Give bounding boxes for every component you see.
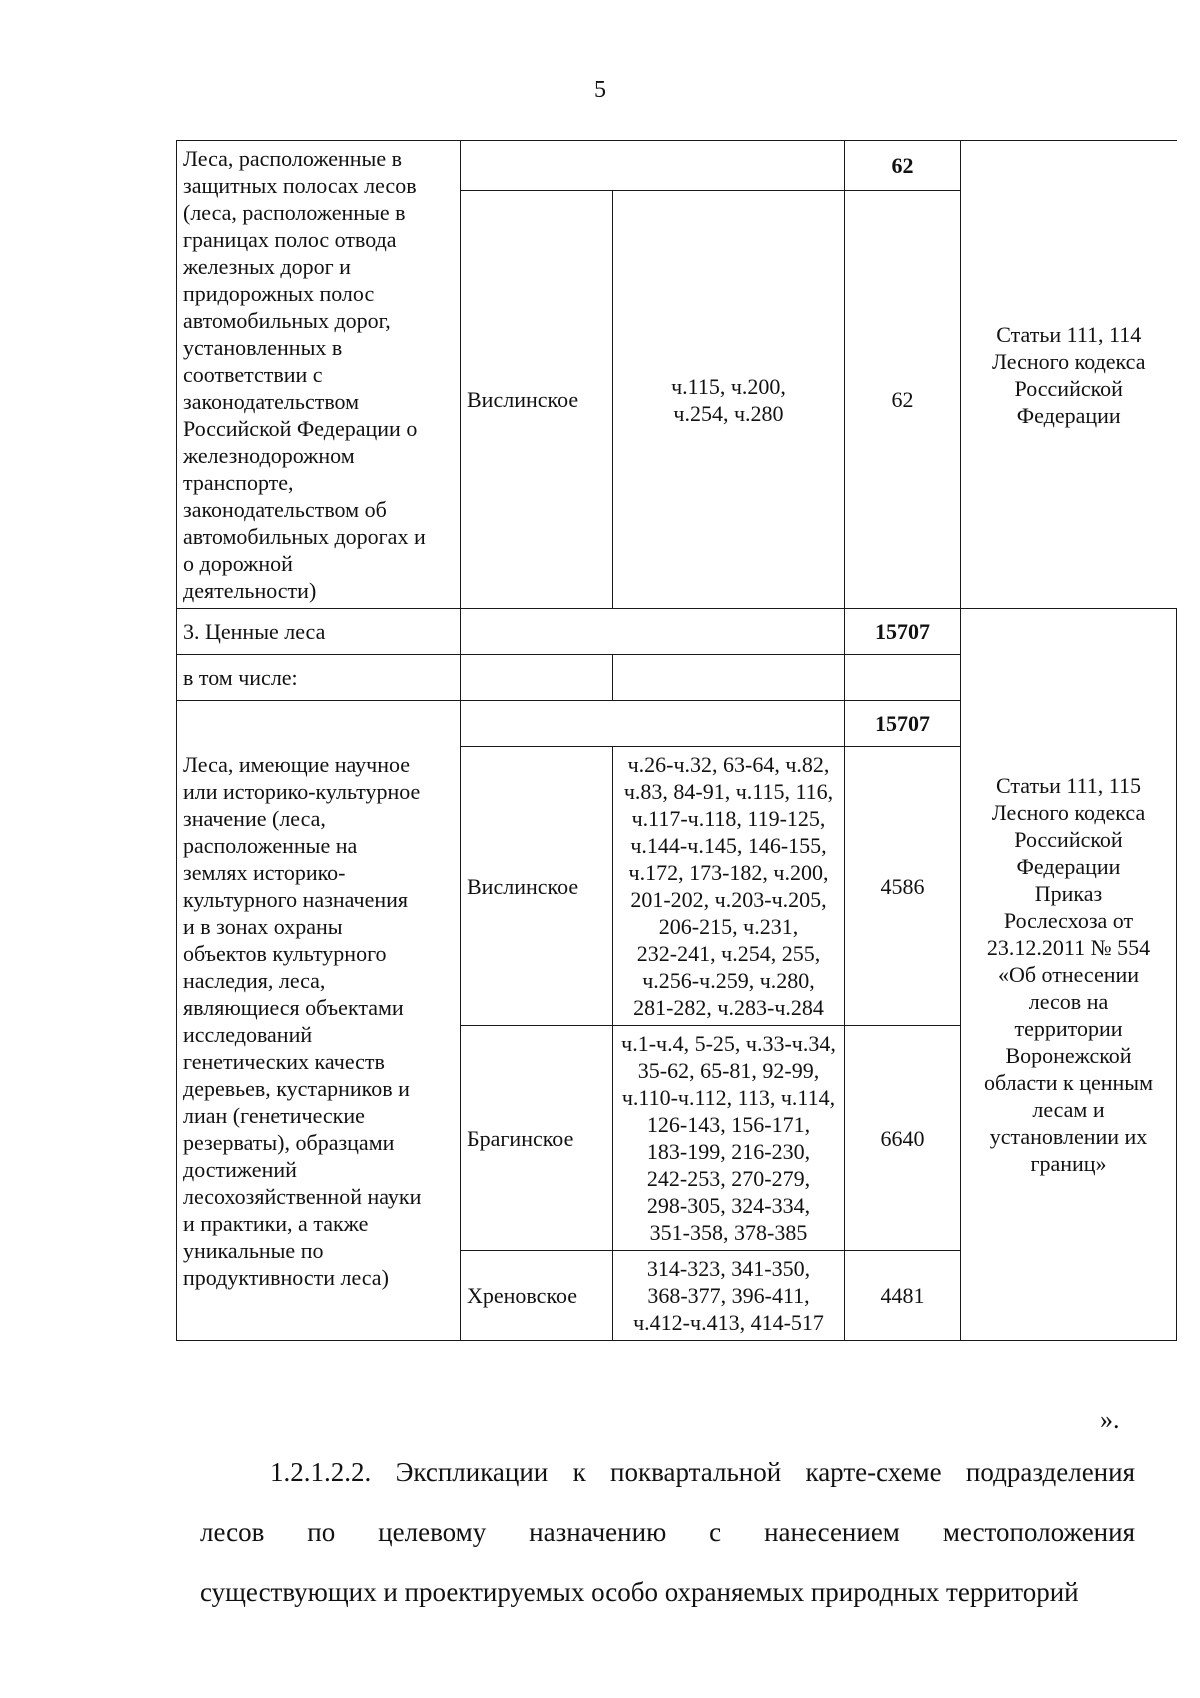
- text-line: 201-202, ч.203-ч.205,: [630, 887, 827, 912]
- text-line: наследия, леса,: [183, 967, 326, 993]
- quarters-cell: [613, 1251, 845, 1341]
- category-cell: [177, 655, 461, 701]
- category-cell: [177, 609, 461, 655]
- forestry-name-cell: Вислинское: [461, 191, 613, 609]
- text-line: расположенные на: [183, 832, 358, 858]
- text-line: о дорожной: [183, 551, 293, 576]
- text-line: транспорте,: [183, 470, 294, 495]
- text-line: 126-143, 156-171,: [646, 1112, 811, 1137]
- empty-cell: [461, 701, 845, 747]
- text-line: генетических качеств: [183, 1048, 385, 1074]
- text-line: лесов на: [1028, 989, 1109, 1014]
- text-line: значение (леса,: [183, 805, 326, 831]
- text-line: 35-62, 65-81, 92-99,: [637, 1058, 820, 1083]
- text-line: установленных в: [183, 335, 343, 360]
- text-line: ч.26-ч.32, 63-64, ч.82,: [627, 752, 830, 777]
- text-line: границах полос отвода: [183, 227, 397, 252]
- area-cell: 4586: [845, 747, 961, 1026]
- text-line: 183-199, 216-230,: [646, 1139, 811, 1164]
- text-line: объектов культурного: [183, 940, 387, 966]
- text-line: территории: [1014, 1016, 1123, 1041]
- text-line: ч.115, ч.200,: [671, 373, 786, 399]
- text-line: 298-305, 324-334,: [646, 1193, 811, 1218]
- empty-cell: [461, 655, 613, 701]
- text-line: защитных полосах лесов: [183, 173, 417, 198]
- quarters-cell: [613, 1026, 845, 1251]
- text-line: границ»: [1030, 1151, 1107, 1176]
- text-line: резерваты), образцами: [183, 1129, 395, 1155]
- empty-cell: [461, 141, 845, 191]
- text-line: ч.256-ч.259, ч.280,: [642, 968, 815, 993]
- text-line: и практики, а также: [183, 1210, 369, 1236]
- forestry-name-cell: Вислинское: [461, 747, 613, 1026]
- forestry-name-cell: Брагинское: [461, 1026, 613, 1251]
- text-line: 314-323, 341-350,: [646, 1256, 811, 1281]
- area-cell: 4481: [845, 1251, 961, 1341]
- text-line: 206-215, ч.231,: [658, 914, 799, 939]
- quarters-cell: [613, 191, 845, 609]
- text-line: в том числе:: [183, 665, 298, 690]
- text-line: и в зонах охраны: [183, 913, 343, 939]
- text-line: (леса, расположенные в: [183, 200, 406, 225]
- text-line: Статьи 111, 115: [996, 773, 1141, 798]
- empty-cell: [845, 655, 961, 701]
- table-row: [177, 141, 1177, 191]
- text-line: придорожных полос: [183, 281, 375, 306]
- text-line: ч.172, 173-182, ч.200,: [628, 860, 829, 885]
- text-line: Леса, расположенные в: [183, 146, 402, 171]
- text-line: 23.12.2011 № 554: [986, 935, 1151, 960]
- text-line: Приказ: [1034, 881, 1103, 906]
- text-line: Российской: [1014, 827, 1123, 852]
- text-line: Рослесхоза от: [1003, 908, 1134, 933]
- text-line: Российской: [1014, 375, 1123, 401]
- text-line: Леса, имеющие научное: [183, 751, 411, 777]
- text-line: лесам и: [1032, 1097, 1105, 1122]
- total-area-cell: 62: [845, 141, 961, 191]
- forestry-name-cell: Хреновское: [461, 1251, 613, 1341]
- empty-cell: [613, 655, 845, 701]
- text-line: деятельности): [183, 578, 317, 603]
- text-line: ч.254, ч.280: [673, 400, 784, 426]
- text-line: 368-377, 396-411,: [647, 1283, 810, 1308]
- text-line: Федерации: [1016, 854, 1121, 879]
- text-line: автомобильных дорог,: [183, 308, 391, 333]
- text-line: исследований: [183, 1021, 313, 1047]
- paragraph-line: существующих и проектируемых особо охраняемых природных территорий: [200, 1577, 1079, 1607]
- text-line: законодательством: [183, 389, 360, 414]
- quarters-cell: [613, 747, 845, 1026]
- text-line: Статьи 111, 114: [996, 321, 1142, 347]
- forest-categories-table: [176, 140, 1177, 1341]
- legal-basis-cell: [961, 141, 1177, 609]
- text-line: деревьев, кустарников и: [183, 1075, 410, 1101]
- table-row: [177, 609, 1177, 655]
- area-cell: 6640: [845, 1026, 961, 1251]
- category-cell: [177, 701, 461, 1341]
- category-cell: [177, 141, 461, 609]
- text-line: ч.1-ч.4, 5-25, ч.33-ч.34,: [621, 1031, 836, 1056]
- text-line: лиан (генетические: [183, 1102, 365, 1128]
- total-area-cell: 15707: [845, 701, 961, 747]
- text-line: 242-253, 270-279,: [646, 1166, 811, 1191]
- text-line: ч.144-ч.145, 146-155,: [630, 833, 827, 858]
- text-line: продуктивности леса): [183, 1264, 389, 1290]
- text-line: 281-282, ч.283-ч.284: [633, 995, 824, 1020]
- legal-basis-cell: [961, 609, 1177, 1341]
- text-line: уникальные по: [183, 1237, 324, 1263]
- text-line: Лесного кодекса: [991, 800, 1146, 825]
- paragraph-line: 1.2.1.2.2. Экспликации к поквартальной карте-схеме подразделения: [270, 1457, 1135, 1487]
- text-line: установлении их: [989, 1124, 1148, 1149]
- text-line: достижений: [183, 1156, 297, 1182]
- text-line: Федерации: [1016, 402, 1121, 428]
- paragraph-line: лесов по целевому назначению с нанесением местоположения: [200, 1517, 1135, 1547]
- text-line: железнодорожном: [183, 443, 355, 468]
- text-line: 3. Ценные леса: [183, 619, 326, 644]
- text-line: автомобильных дорогах и: [183, 524, 426, 549]
- text-line: ч.110-ч.112, 113, ч.114,: [621, 1085, 836, 1110]
- text-line: «Об отнесении: [997, 962, 1140, 987]
- text-line: Российской Федерации о: [183, 416, 418, 441]
- text-line: законодательством об: [183, 497, 387, 522]
- text-line: ч.412-ч.413, 414-517: [633, 1310, 824, 1335]
- text-line: или историко-культурное: [183, 778, 421, 804]
- text-line: железных дорог и: [183, 254, 351, 279]
- text-line: лесохозяйственной науки: [183, 1183, 422, 1209]
- text-line: области к ценным: [983, 1070, 1154, 1095]
- text-line: Воронежской: [1005, 1043, 1132, 1068]
- text-line: соответствии с: [183, 362, 323, 387]
- body-paragraph: [200, 1442, 1135, 1622]
- text-line: культурного назначения: [183, 886, 409, 912]
- area-cell: 62: [845, 191, 961, 609]
- text-line: землях историко-: [183, 859, 346, 885]
- page-number: 5: [594, 77, 606, 103]
- closing-quote: ».: [1100, 1405, 1120, 1434]
- text-line: 351-358, 378-385: [649, 1220, 808, 1245]
- text-line: являющиеся объектами: [183, 994, 404, 1020]
- text-line: Лесного кодекса: [992, 348, 1146, 374]
- empty-cell: [461, 609, 845, 655]
- total-area-cell: 15707: [845, 609, 961, 655]
- text-line: 232-241, ч.254, 255,: [636, 941, 821, 966]
- text-line: ч.83, 84-91, ч.115, 116,: [623, 779, 834, 804]
- text-line: ч.117-ч.118, 119-125,: [631, 806, 826, 831]
